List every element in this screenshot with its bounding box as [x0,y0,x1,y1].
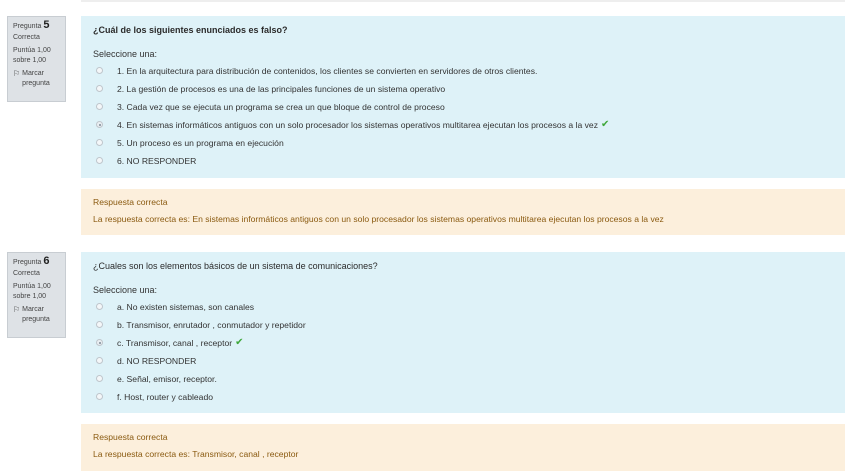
answer-option[interactable] [93,388,833,406]
answer-option-selected[interactable] [93,116,833,134]
question-formulation [81,16,845,178]
right-answer-text: La respuesta correcta es: En sistemas informáticos antiguos con un solo procesador los sistemas operativos multitarea ejecutan los procesos a la vez [93,214,664,224]
answer-label: 2. La gestión de procesos es una de las principales funciones de un sistema operativo [117,84,446,94]
answer-label: d. NO RESPONDER [117,356,197,366]
top-divider [81,0,845,2]
answer-prompt: Seleccione una: [93,49,158,59]
flag-icon: ⚐ [13,69,21,78]
answer-option[interactable] [93,352,833,370]
question-number-value: 5 [43,19,50,31]
question-outcome [81,189,845,235]
flag-label-2: pregunta [22,80,50,87]
answer-option[interactable] [93,370,833,388]
answer-label: f. Host, router y cableado [117,392,214,402]
question-label: Pregunta [13,23,42,30]
answer-label: 3. Cada vez que se ejecuta un programa se crea un que bloque de control de proceso [117,102,445,112]
flag-question-button[interactable] [13,305,60,325]
question-state: Correcta [13,270,40,277]
question-text: ¿Cuales son los elementos básicos de un sistema de comunicaciones? [93,261,378,271]
answer-label: c. Transmisor, canal , receptor [117,338,233,348]
answer-option[interactable] [93,98,833,116]
answer-label: 5. Un proceso es un programa en ejecución [117,138,284,148]
question-number [13,20,60,32]
check-icon: ✔ [235,337,244,348]
answer-label: e. Señal, emisor, receptor. [117,374,217,384]
radio-button[interactable] [96,321,103,328]
answer-option[interactable] [93,80,833,98]
flag-label-1: Marcar [22,70,44,77]
question-formulation [81,252,845,413]
question-outcome [81,424,845,471]
answer-label: a. No existen sistemas, son canales [117,302,255,312]
question-info [7,16,66,102]
right-answer-text: La respuesta correcta es: Transmisor, canal , receptor [93,449,299,459]
answer-option[interactable] [93,62,833,80]
check-icon: ✔ [601,119,610,130]
grade-line-2: sobre 1,00 [13,57,47,64]
answer-label: b. Transmisor, enrutador , conmutador y repetidor [117,320,306,330]
question-text: ¿Cuál de los siguientes enunciados es falso? [93,25,288,35]
radio-button[interactable] [96,393,103,400]
answer-label: 4. En sistemas informáticos antiguos con un solo procesador los sistemas operativos multitarea ejecutan los procesos a la vez [117,120,599,130]
question-state: Correcta [13,34,40,41]
question-number-value: 6 [43,255,50,267]
flag-label-2: pregunta [22,316,50,323]
feedback-text: Respuesta correcta [93,197,168,207]
question-info [7,252,66,338]
feedback-text: Respuesta correcta [93,432,168,442]
radio-button-checked[interactable] [96,339,103,346]
grade-line-2: sobre 1,00 [13,293,47,300]
flag-question-button[interactable] [13,69,60,89]
answer-option[interactable] [93,134,833,152]
question-number [13,256,60,268]
question-grade [13,282,60,302]
answer-option[interactable] [93,298,833,316]
answer-label: 1. En la arquitectura para distribución de contenidos, los clientes se convierten en servidores de otros clientes. [117,66,538,76]
radio-button[interactable] [96,67,103,74]
answer-label: 6. NO RESPONDER [117,156,197,166]
answer-list [93,298,833,406]
radio-button[interactable] [96,85,103,92]
answer-option-selected[interactable] [93,334,833,352]
answer-list [93,62,833,170]
answer-option[interactable] [93,316,833,334]
radio-button[interactable] [96,157,103,164]
flag-label-1: Marcar [22,306,44,313]
radio-button[interactable] [96,357,103,364]
question-grade [13,46,60,66]
flag-icon: ⚐ [13,305,21,314]
radio-button-checked[interactable] [96,121,103,128]
question-label: Pregunta [13,259,42,266]
grade-line-1: Puntúa 1,00 [13,283,51,290]
radio-button[interactable] [96,103,103,110]
radio-button[interactable] [96,375,103,382]
answer-prompt: Seleccione una: [93,285,158,295]
answer-option[interactable] [93,152,833,170]
radio-button[interactable] [96,303,103,310]
radio-button[interactable] [96,139,103,146]
grade-line-1: Puntúa 1,00 [13,47,51,54]
